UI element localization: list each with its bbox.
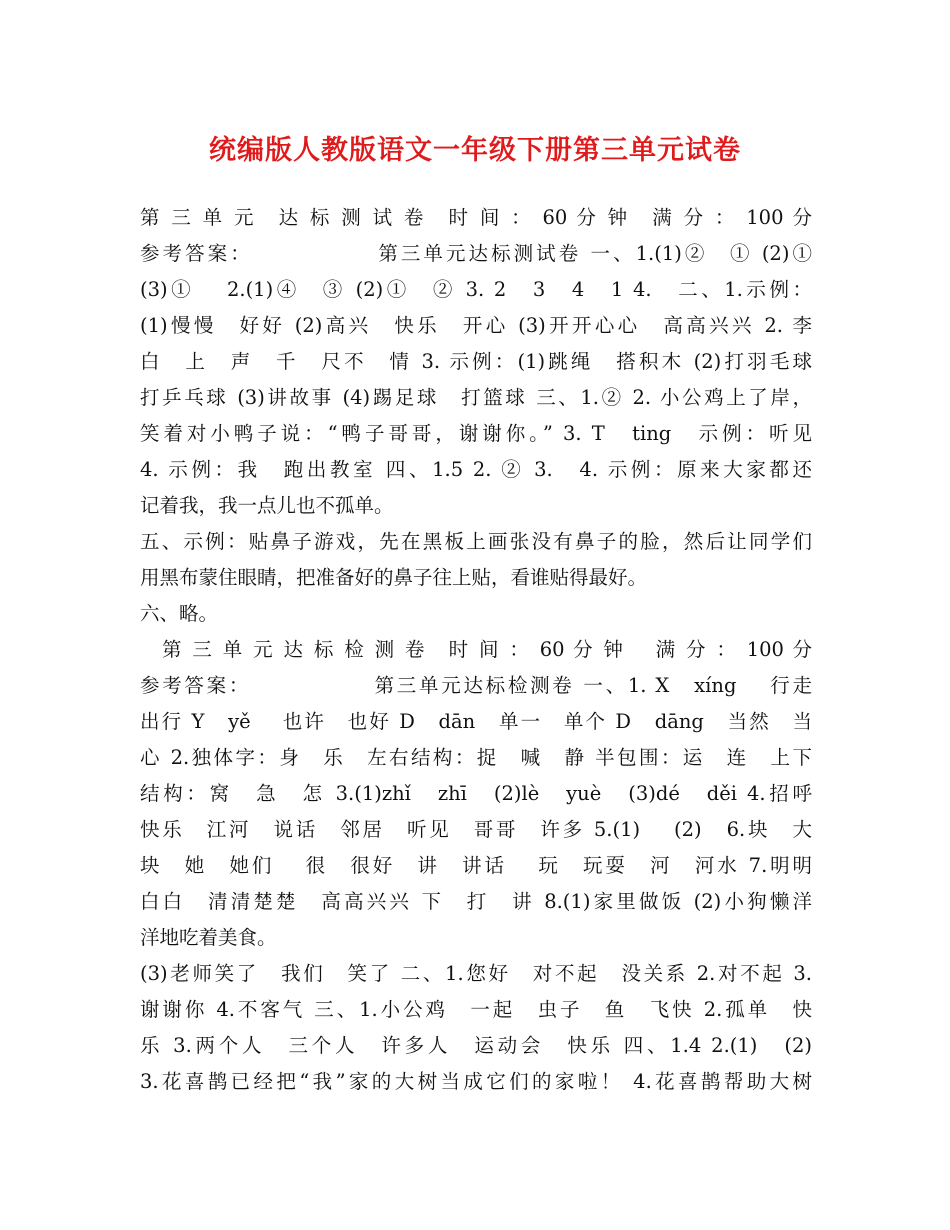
text-line: 心 2.独体字：身 乐 左右结构：捉 喊 静 半包围：运 连 上下 xyxy=(140,746,812,769)
text-line: 打乒乓球 (3)讲故事 (4)踢足球 打篮球 三、1.② 2. 小公鸡上了岸， xyxy=(140,386,812,409)
text-line: 3.花喜鹊已经把“我”家的大树当成它们的家啦！ 4.花喜鹊帮助大树 xyxy=(140,1070,812,1093)
text-line: 参考答案： 第三单元达标检测卷 一、1. X xíng 行走 xyxy=(140,674,812,697)
text-line: 洋地吃着美食。 xyxy=(140,926,277,949)
text-line: 五、示例：贴鼻子游戏，先在黑板上画张没有鼻子的脸，然后让同学们 xyxy=(140,530,812,553)
text-line: (1)慢慢 好好 (2)高兴 快乐 开心 (3)开开心心 高高兴兴 2. 李 xyxy=(140,314,812,337)
text-line: 第 三 单 元 达 标 检 测 卷 时 间 ： 60 分 钟 满 分 ： 100 分 xyxy=(162,638,812,661)
text-line: 乐 3.两个人 三个人 许多人 运动会 快乐 四、1.4 2.(1) (2) xyxy=(140,1034,812,1057)
text-line: 第 三 单 元 达 标 测 试 卷 时 间 ： 60 分 钟 满 分 ： 100 分 xyxy=(140,206,812,229)
text-line: 六、略。 xyxy=(140,602,219,625)
text-line: 白白 清清楚楚 高高兴兴 下 打 讲 8.(1)家里做饭 (2)小狗懒洋 xyxy=(140,890,812,913)
text-line: 出行 Y yě 也许 也好 D dān 单一 单个 D dāng 当然 当 xyxy=(140,710,812,733)
text-line: 4. 示例：我 跑出教室 四、1.5 2. ② 3. 4. 示例：原来大家都还 xyxy=(140,458,812,481)
document-title: 统编版人教版语文一年级下册第三单元试卷 xyxy=(209,135,741,166)
text-line: 块 她 她们 很 很好 讲 讲话 玩 玩耍 河 河水 7.明明 xyxy=(140,854,812,877)
text-line: (3)① 2.(1)④ ③ (2)① ② 3. 2 3 4 1 4. 二、1.示例： xyxy=(140,278,812,301)
text-line: (3)老师笑了 我们 笑了 二、1.您好 对不起 没关系 2.对不起 3. xyxy=(140,962,812,985)
text-line: 参考答案： 第三单元达标测试卷 一、1.(1)② ① (2)① xyxy=(140,242,812,265)
text-line: 用黑布蒙住眼睛，把准备好的鼻子往上贴，看谁贴得最好。 xyxy=(140,566,648,589)
text-line: 谢谢你 4.不客气 三、1.小公鸡 一起 虫子 鱼 飞快 2.孤单 快 xyxy=(140,998,812,1021)
text-line: 白 上 声 千 尺不 情 3. 示例：(1)跳绳 搭积木 (2)打羽毛球 xyxy=(140,350,812,373)
text-line: 记着我，我一点儿也不孤单。 xyxy=(140,494,394,517)
text-line: 笑着对小鸭子说：“鸭子哥哥，谢谢你。” 3. T ting 示例：听见 xyxy=(140,422,812,445)
text-line: 结构：窝 急 怎 3.(1)zhǐ zhī (2)lè yuè (3)dé děi 4.招呼 xyxy=(140,782,812,805)
text-line: 快乐 江河 说话 邻居 听见 哥哥 许多 5.(1) (2) 6.块 大 xyxy=(140,818,812,841)
